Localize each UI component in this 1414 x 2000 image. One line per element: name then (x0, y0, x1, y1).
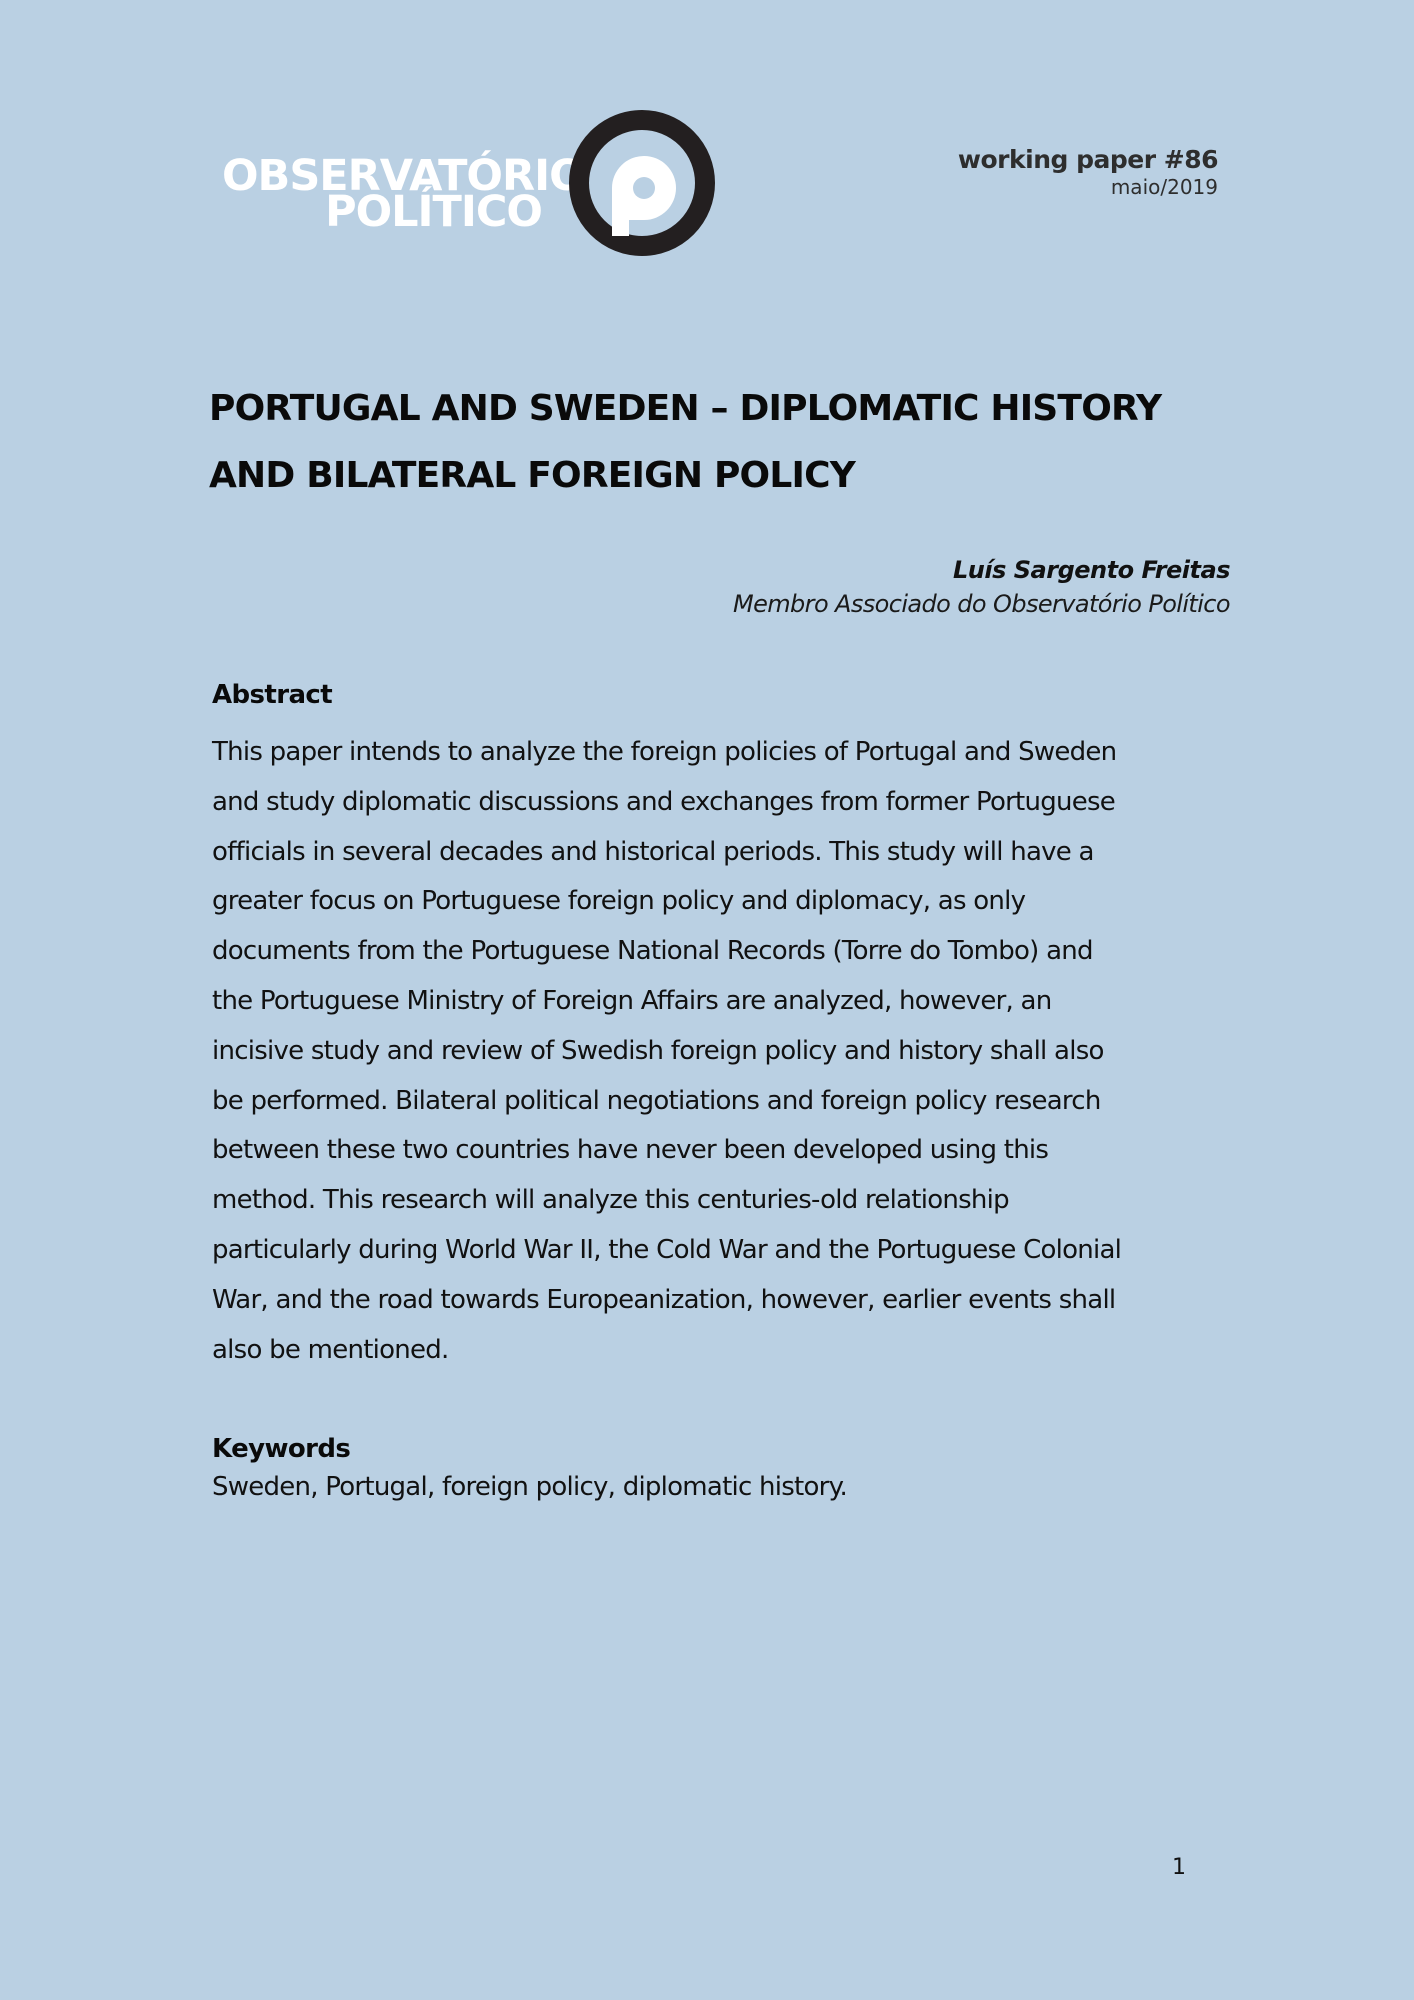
publication-date: maio/2019 (1110, 175, 1218, 199)
abstract-body (212, 728, 1172, 1375)
abstract-line: War, and the road towards Europeanization, however, earlier events shall (212, 1284, 1116, 1315)
logo-wordmark (222, 151, 585, 237)
abstract-line: method. This research will analyze this centuries-old relationship (212, 1185, 1009, 1216)
paper-title-line-2: AND BILATERAL FOREIGN POLICY (209, 455, 855, 496)
abstract-line: incisive study and review of Swedish foreign policy and history shall also (212, 1035, 1104, 1066)
logo-line-1: OBSERVATÓRIO (222, 151, 585, 201)
abstract-line: greater focus on Portuguese foreign policy and diplomacy, as only (212, 886, 1026, 917)
working-paper-info (958, 145, 1218, 199)
author-name: Luís Sargento Freitas (953, 556, 1230, 584)
author-block (733, 553, 1230, 621)
page-number: 1 (1172, 1855, 1186, 1880)
abstract-line: particularly during World War II, the Cold War and the Portuguese Colonial (212, 1234, 1122, 1265)
paper-title (209, 375, 1209, 509)
abstract-line: between these two countries have never been developed using this (212, 1135, 1049, 1166)
author-affiliation: Membro Associado do Observatório Político (732, 590, 1230, 618)
logo-ring-icon (567, 108, 717, 258)
keywords-heading: Keywords (212, 1434, 351, 1464)
abstract-line: officials in several decades and historical periods. This study will have a (212, 836, 1094, 867)
abstract-line: the Portuguese Ministry of Foreign Affairs are analyzed, however, an (212, 985, 1052, 1016)
abstract-line: and study diplomatic discussions and exchanges from former Portuguese (212, 786, 1115, 817)
abstract-line: documents from the Portuguese National Records (Torre do Tombo) and (212, 936, 1093, 967)
abstract-heading: Abstract (212, 680, 333, 710)
working-paper-number: working paper #86 (957, 145, 1218, 174)
paper-title-line-1: PORTUGAL AND SWEDEN – DIPLOMATIC HISTORY (209, 388, 1162, 429)
observatorio-politico-logo (222, 108, 702, 258)
abstract-line: be performed. Bilateral political negotiations and foreign policy research (212, 1085, 1101, 1116)
abstract-line: This paper intends to analyze the foreign policies of Portugal and Sweden (212, 737, 1117, 767)
keywords-list: Sweden, Portugal, foreign policy, diplomatic history. (212, 1472, 848, 1502)
abstract-line: also be mentioned. (212, 1334, 449, 1365)
logo-line-2: POLÍTICO (325, 187, 542, 237)
